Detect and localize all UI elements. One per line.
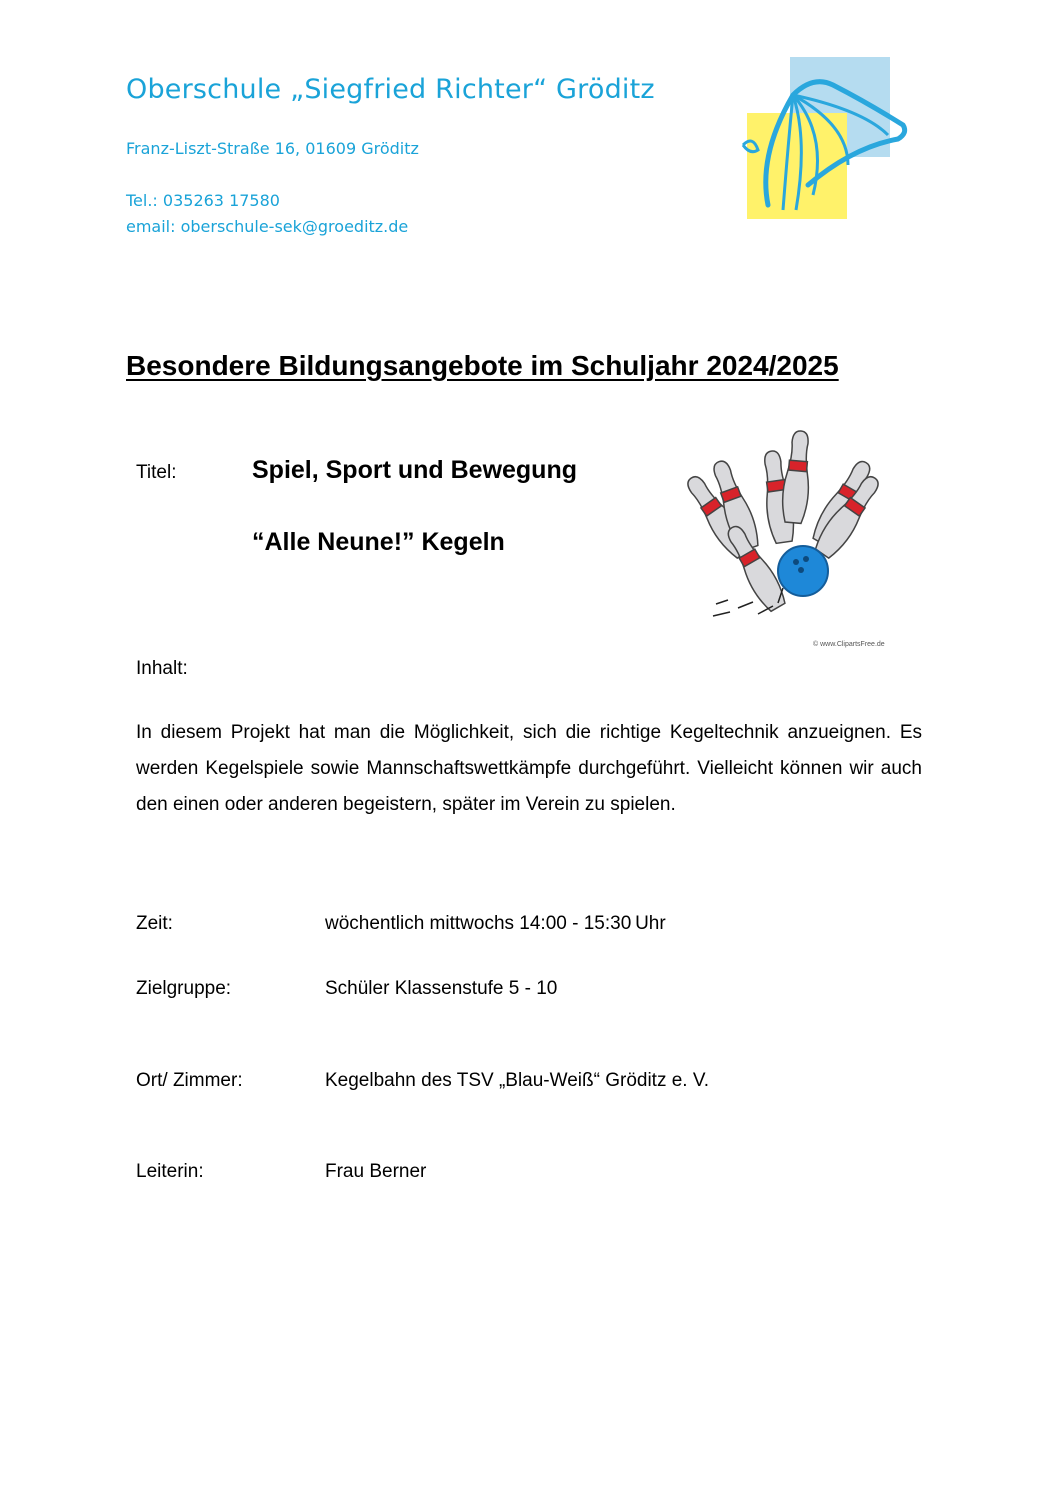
leader-label: Leiterin:: [136, 1161, 204, 1182]
bowling-clipart: [668, 428, 908, 653]
school-logo: [738, 55, 913, 223]
school-name: Oberschule „Siegfried Richter“ Gröditz: [126, 74, 655, 105]
target-group-label: Zielgruppe:: [136, 978, 232, 999]
school-address: Franz-Liszt-Straße 16, 01609 Gröditz: [126, 139, 419, 158]
content-text: In diesem Projekt hat man die Möglichkeit, sich die richtige Kegeltechnik anzueignen. Es werden Kegelspiele sowie Mannschaftswettkämpfe durchgeführt. Vielleicht können wir auch den einen oder anderen begeistern, später im Verein zu spielen.: [136, 722, 922, 815]
school-phone: Tel.: 035263 17580: [126, 191, 280, 210]
title-label: Titel:: [136, 462, 177, 483]
school-email: email: oberschule-sek@groeditz.de: [126, 217, 409, 236]
page-heading: Besondere Bildungsangebote im Schuljahr 2024/2025: [126, 350, 839, 381]
content-label: Inhalt:: [136, 658, 188, 679]
place-label: Ort/ Zimmer:: [136, 1070, 243, 1091]
clipart-credit: © www.ClipartsFree.de: [813, 641, 885, 648]
leader-value: Frau Berner: [325, 1161, 427, 1182]
time-label: Zeit:: [136, 913, 173, 934]
offer-title-line1: Spiel, Sport und Bewegung: [252, 456, 577, 484]
offer-title-line2: “Alle Neune!” Kegeln: [252, 528, 505, 556]
target-group-value: Schüler Klassenstufe 5 - 10: [325, 978, 558, 999]
time-value: wöchentlich mittwochs 14:00 - 15:30 Uhr: [325, 913, 666, 934]
place-value: Kegelbahn des TSV „Blau-Weiß“ Gröditz e. V.: [325, 1070, 710, 1091]
